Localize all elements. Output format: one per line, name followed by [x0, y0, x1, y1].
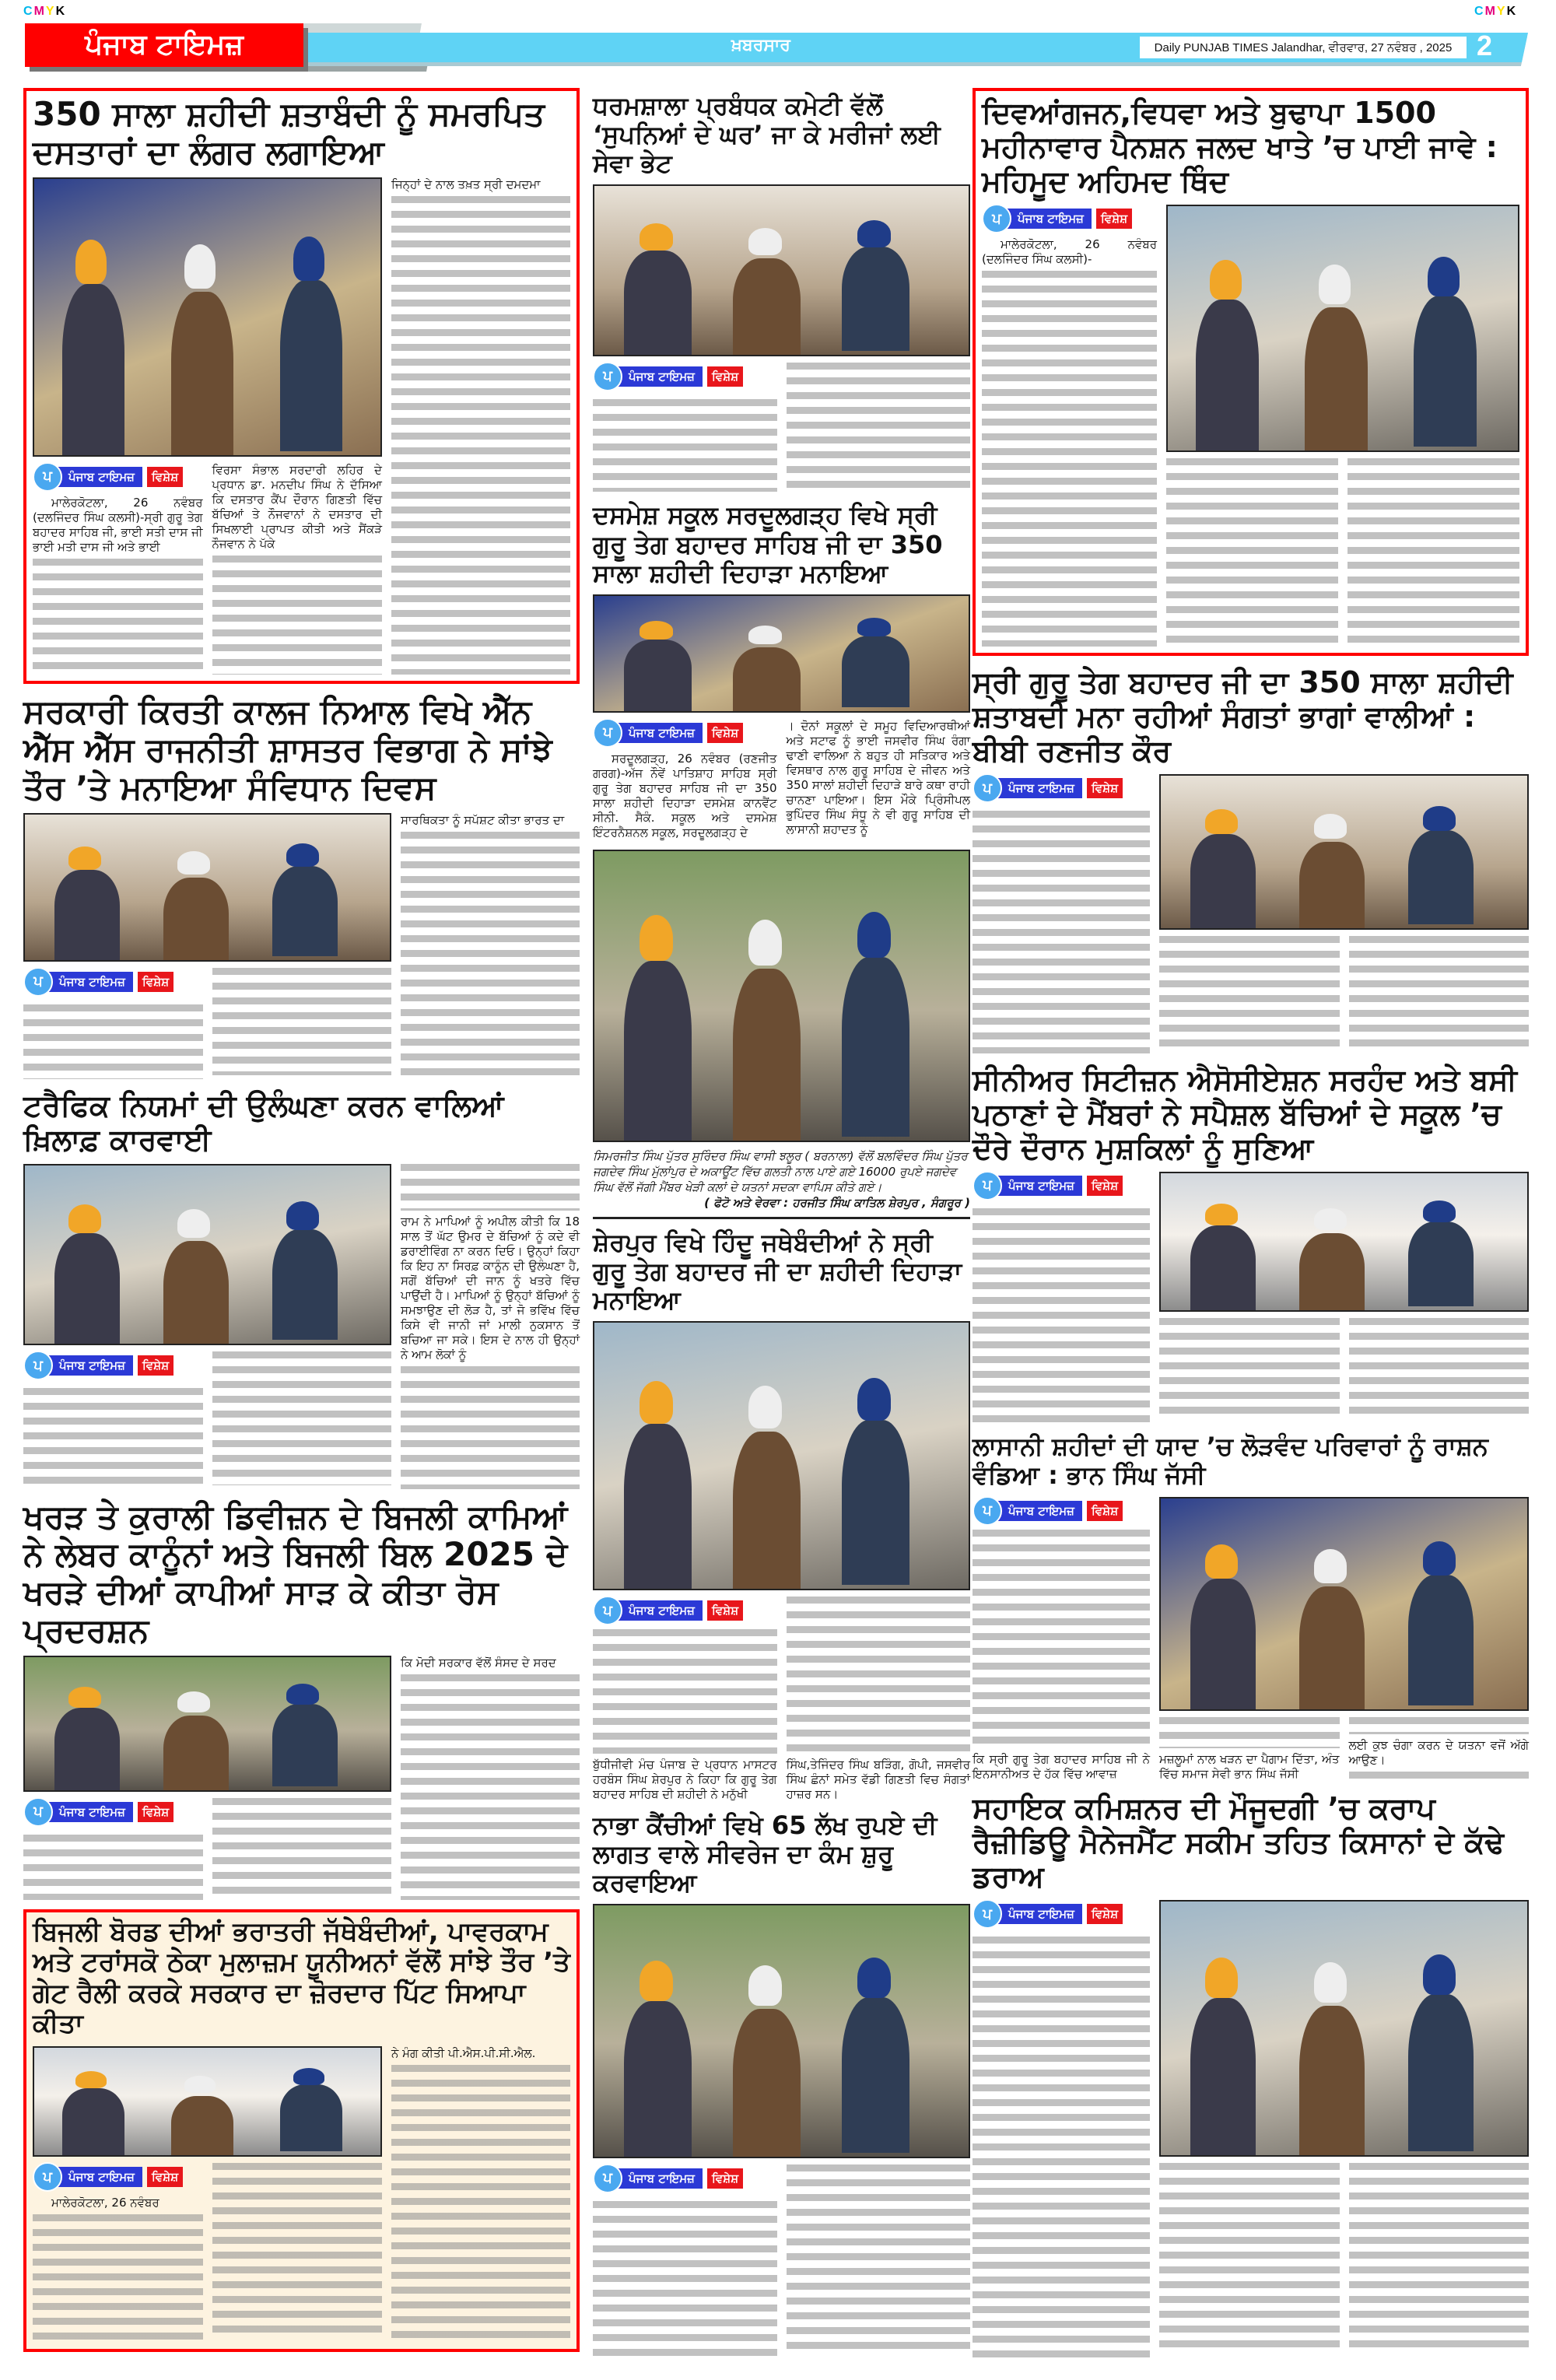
- story-text-column: ਸਾਰਥਿਕਤਾ ਨੂੰ ਸਪੱਸ਼ਟ ਕੀਤਾ ਭਾਰਤ ਦਾ: [401, 813, 580, 1079]
- news-photo: [1166, 205, 1519, 452]
- special-report-badge: ਪ ਪੰਜਾਬ ਟਾਇਮਜ਼ ਵਿਸ਼ੇਸ਼: [972, 1900, 1150, 1928]
- punjab-times-logo-icon: ਪ: [982, 204, 1011, 233]
- news-photo: [1159, 1900, 1529, 2156]
- headline: ਖਰੜ ਤੇ ਕੁਰਾਲੀ ਡਿਵੀਜ਼ਨ ਦੇ ਬਿਜਲੀ ਕਾਮਿਆਂ ਨੇ ਲੇਬਰ ਕਾਨੂੰਨਾਂ ਅਤੇ ਬਿਜਲੀ ਬਿਲ 2025 ਦੇ ਖਰੜੇ ਦੀਆਂ ਕਾਪੀਆਂ ਸਾੜ ਕੇ ਕੀਤਾ ਰੋਸ ਪ੍ਰਦਰਸ਼ਨ: [23, 1497, 568, 1649]
- newspaper-logo: ਪੰਜਾਬ ਟਾਇਮਜ਼: [25, 23, 303, 67]
- story-text-column: [787, 363, 971, 492]
- story-text-column: ਸਿੰਘ,ਤੇਜਿੰਦਰ ਸਿੰਘ ਬੜਿੰਗ, ਗੋਪੀ, ਜਸਵੀਰ ਸਿੰਘ ਛੰਨਾਂ ਸਮੇਤ ਵੱਡੀ ਗਿਣਤੀ ਵਿਚ ਸੰਗਤਾਂ ਹਾਜ਼ਰ ਸਨ।: [787, 1597, 971, 1801]
- punjab-times-logo-icon: ਪ: [23, 1797, 53, 1827]
- news-photo: [33, 2046, 382, 2157]
- special-report-badge: ਪ ਪੰਜਾਬ ਟਾਇਮਜ਼ ਵਿਸ਼ੇਸ਼: [972, 774, 1150, 802]
- story-text-column: [1349, 936, 1530, 1053]
- special-report-badge: ਪ ਪੰਜਾਬ ਟਾਇਮਜ਼ ਵਿਸ਼ੇਸ਼: [982, 205, 1157, 233]
- special-report-badge: ਪ ਪੰਜਾਬ ਟਾਇਮਜ਼ ਵਿਸ਼ੇਸ਼: [593, 719, 777, 747]
- news-story-dasmesh: [593, 501, 970, 839]
- news-story-ranjit-kaur: [972, 665, 1529, 1053]
- story-text-column: ਰਾਮ ਨੇ ਮਾਪਿਆਂ ਨੂੰ ਅਪੀਲ ਕੀਤੀ ਕਿ 18 ਸਾਲ ਤੋਂ ਘੱਟ ਉਮਰ ਦੇ ਬੱਚਿਆਂ ਨੂੰ ਕਦੇ ਵੀ ਡਰਾਈਵਿੰਗ ਨਾ ਕਰਨ ਦਿਓ। ਉਨ੍ਹਾਂ ਕਿਹਾ ਕਿ ਇਹ ਨਾ ਸਿਰਫ਼ ਕਾਨੂੰਨ ਦੀ ਉਲੰਘਣਾ ਹੈ, ਸਗੋਂ ਬੱਚਿਆਂ ਦੀ ਜਾਨ ਨੂੰ ਖਤਰੇ ਵਿੱਚ ਪਾਉਂਦੀ ਹੈ। ਮਾਪਿਆਂ ਨੂੰ ਉਨ੍ਹਾਂ ਬੱਚਿਆਂ ਨੂੰ ਸਮਝਾਉਣ ਦੀ ਲੋੜ ਹੈ, ਤਾਂ ਜੋ ਭਵਿੱਖ ਵਿੱਚ ਕਿਸੇ ਵੀ ਜਾਨੀ ਜਾਂ ਮਾਲੀ ਨੁਕਸਾਨ ਤੋਂ ਬਚਿਆ ਜਾ ਸਕੇ। ਇਸ ਦੇ ਨਾਲ ਹੀ ਉਨ੍ਹਾਂ ਨੇ ਆਮ ਲੋਕਾਂ ਨੂੰ: [401, 1164, 580, 1489]
- news-story-crop-residue: [972, 1791, 1529, 2357]
- news-photo: [593, 594, 970, 713]
- headline: ਸ੍ਰੀ ਗੁਰੂ ਤੇਗ ਬਹਾਦਰ ਜੀ ਦਾ 350 ਸਾਲਾ ਸ਼ਹੀਦੀ ਸ਼ਤਾਬਦੀ ਮਨਾ ਰਹੀਆਂ ਸੰਗਤਾਂ ਭਾਗਾਂ ਵਾਲੀਆਂ : ਬੀਬੀ ਰਣਜੀਤ ਕੌਰ: [972, 665, 1513, 769]
- punjab-times-logo-icon: ਪ: [593, 1596, 622, 1625]
- story-text-column: ਪ ਪੰਜਾਬ ਟਾਇਮਜ਼ ਵਿਸ਼ੇਸ਼ ਮਾਲੇਰਕੋਟਲਾ, 26 ਨਵੰਬਰ (ਦਲਜਿੰਦਰ ਸਿੰਘ ਕਲਸੀ)-ਸ੍ਰੀ ਗੁਰੂ ਤੇਗ ਬਹਾਦਰ ਸਾਹਿਬ ਜੀ, ਭਾਈ ਸਤੀ ਦਾਸ ਜੀ ਭਾਈ ਮਤੀ ਦਾਸ ਜੀ ਅਤੇ ਭਾਈ: [33, 463, 203, 675]
- news-photo: [23, 813, 391, 962]
- story-text-column: [1349, 1318, 1530, 1423]
- punjab-times-logo-icon: ਪ: [33, 462, 62, 492]
- story-text-column: [593, 363, 777, 492]
- punjab-times-logo-icon: ਪ: [33, 2162, 62, 2192]
- news-photo: [1159, 774, 1529, 930]
- page-column-right: [972, 88, 1529, 2357]
- page-number: 2: [1477, 30, 1493, 61]
- news-story-pension: [972, 88, 1529, 656]
- issue-dateline: Daily PUNJAB TIMES Jalandhar, ਵੀਰਵਾਰ, 27 ਨਵੰਬਰ , 2025: [1140, 37, 1467, 58]
- headline: ਸ਼ੇਰਪੁਰ ਵਿਖੇ ਹਿੰਦੂ ਜਥੇਬੰਦੀਆਂ ਨੇ ਸ੍ਰੀ ਗੁਰੂ ਤੇਗ ਬਹਾਦਰ ਜੀ ਦਾ ਸ਼ਹੀਦੀ ਦਿਹਾੜਾ ਮਨਾਇਆ: [593, 1227, 962, 1315]
- page-column-left: [23, 88, 580, 2352]
- special-report-badge: ਪ ਪੰਜਾਬ ਟਾਇਮਜ਼ ਵਿਸ਼ੇਸ਼: [33, 463, 203, 491]
- section-title: ਖ਼ਬਰਸਾਰ: [731, 36, 790, 55]
- news-story-bijli-board: [23, 1909, 580, 2352]
- punjab-times-logo-icon: ਪ: [593, 362, 622, 391]
- story-text-column: [1159, 936, 1340, 1053]
- headline: ਸਰਕਾਰੀ ਕਿਰਤੀ ਕਾਲਜ ਨਿਆਲ ਵਿਖੇ ਐੱਨ ਐੱਸ ਐੱਸ ਰਾਜਨੀਤੀ ਸ਼ਾਸਤਰ ਵਿਭਾਗ ਨੇ ਸਾਂਝੇ ਤੌਰ ’ਤੇ ਮਨਾਇਆ ਸੰਵਿਧਾਨ ਦਿਵਸ: [23, 692, 552, 807]
- photo-caption: ਸਿਮਰਜੀਤ ਸਿੰਘ ਪੁੱਤਰ ਸੁਰਿੰਦਰ ਸਿੰਘ ਵਾਸੀ ਝਲੂਰ ( ਬਰਨਾਲਾ) ਵੱਲੋਂ ਬਲਵਿੰਦਰ ਸਿੰਘ ਪੁੱਤਰ ਜਗਦੇਵ ਸਿੰਘ ਮੁੱਲਾਂਪੁਰ ਦੇ ਅਕਾਊਂਟ ਵਿੱਚ ਗਲਤੀ ਨਾਲ ਪਾਏ ਗਏ 16000 ਰੁਪਏ ਜਗਦੇਵ ਸਿੰਘ ਵੱਲੋਂ ਜੱਗੀ ਮੈਂਬਰ ਖੇੜੀ ਕਲਾਂ ਦੇ ਯਤਨਾਂ ਸਦਕਾ ਵਾਪਿਸ ਕੀਤੇ ਗਏ। ( ਫੋਟੋ ਅਤੇ ਵੇਰਵਾ : ਹਰਜੀਤ ਸਿੰਘ ਕਾਤਿਲ ਸ਼ੇਰਪੁਰ , ਸੰਗਰੂਰ ): [593, 1148, 970, 1210]
- news-photo: [593, 1904, 970, 2158]
- headline: ਨਾਭਾ ਕੈਂਚੀਆਂ ਵਿਖੇ 65 ਲੱਖ ਰੁਪਏ ਦੀ ਲਾਗਤ ਵਾਲੇ ਸੀਵਰੇਜ ਦਾ ਕੰਮ ਸ਼ੁਰੂ ਕਰਵਾਇਆ: [593, 1810, 937, 1898]
- headline: ਲਾਸਾਨੀ ਸ਼ਹੀਦਾਂ ਦੀ ਯਾਦ ’ਚ ਲੋੜਵੰਦ ਪਰਿਵਾਰਾਂ ਨੂੰ ਰਾਸ਼ਨ ਵੰਡਿਆ : ਭਾਨ ਸਿੰਘ ਜੱਸੀ: [972, 1432, 1488, 1491]
- punjab-times-logo-icon: ਪ: [972, 1496, 1002, 1526]
- punjab-times-logo-icon: ਪ: [23, 1351, 53, 1380]
- story-text-column: ਪ ਪੰਜਾਬ ਟਾਇਮਜ਼ ਵਿਸ਼ੇਸ਼ ਮਾਲੇਰਕੋਟਲਾ, 26 ਨਵੰਬਰ (ਦਲਜਿੰਦਰ ਸਿੰਘ ਕਲਸੀ)-: [982, 205, 1157, 647]
- special-report-badge: ਪ ਪੰਜਾਬ ਟਾਇਮਜ਼ ਵਿਸ਼ੇਸ਼: [23, 968, 203, 996]
- photo-credit: ( ਫੋਟੋ ਅਤੇ ਵੇਰਵਾ : ਹਰਜੀਤ ਸਿੰਘ ਕਾਤਿਲ ਸ਼ੇਰਪੁਰ , ਸੰਗਰੂਰ ): [704, 1195, 970, 1210]
- news-photo: [593, 850, 970, 1142]
- news-story-ration: [972, 1432, 1529, 1782]
- story-text-column: [212, 968, 392, 1080]
- news-story-senior-citizen: [972, 1063, 1529, 1424]
- special-report-badge: ਪ ਪੰਜਾਬ ਟਾਇਮਜ਼ ਵਿਸ਼ੇਸ਼: [593, 2164, 777, 2192]
- headline: 350 ਸਾਲਾ ਸ਼ਹੀਦੀ ਸ਼ਤਾਬੰਦੀ ਨੂੰ ਸਮਰਪਿਤ ਦਸਤਾਰਾਂ ਦਾ ਲੰਗਰ ਲਗਾਇਆ: [33, 95, 545, 171]
- page-column-middle: [593, 92, 970, 2357]
- story-text-column: ਪ ਪੰਜਾਬ ਟਾਇਮਜ਼ ਵਿਸ਼ੇਸ਼ ਮਾਲੇਰਕੋਟਲਾ, 26 ਨਵੰਬਰ: [33, 2163, 203, 2343]
- story-text-column: [593, 2164, 777, 2357]
- photo-feature: [593, 850, 970, 1219]
- news-story-sherpur: [593, 1229, 970, 1802]
- story-text-column: [972, 1900, 1150, 2357]
- story-text-column: [787, 2164, 971, 2357]
- story-text-column: [1159, 2163, 1340, 2357]
- story-text-column: [1347, 458, 1519, 647]
- news-photo: [1159, 1172, 1529, 1312]
- punjab-times-logo-icon: ਪ: [972, 1899, 1002, 1929]
- color-registration-mark: CMYK: [1474, 5, 1518, 18]
- punjab-times-logo-icon: ਪ: [23, 967, 53, 997]
- news-photo: [1159, 1497, 1529, 1711]
- headline: ਧਰਮਸ਼ਾਲਾ ਪ੍ਰਬੰਧਕ ਕਮੇਟੀ ਵੱਲੋਂ ‘ਸੁਪਨਿਆਂ ਦੇ ਘਰ’ ਜਾ ਕੇ ਮਰੀਜਾਂ ਲਈ ਸੇਵਾ ਭੇਟ: [593, 91, 941, 179]
- story-text-column: । ਦੋਨਾਂ ਸਕੂਲਾਂ ਦੇ ਸਮੂਹ ਵਿਦਿਆਰਥੀਆਂ ਅਤੇ ਸਟਾਫ ਨੂੰ ਭਾਈ ਜਸਵੀਰ ਸਿੰਘ ਰੰਗਾ ਢਾਣੀ ਵਾਲਿਆ ਨੇ ਬਹੁਤ ਹੀ ਸਤਿਕਾਰ ਅਤੇ ਵਿਸਥਾਰ ਨਾਲ ਗੁਰੂ ਸਾਹਿਬ ਦੇ ਜੀਵਨ ਅਤੇ 350 ਸਾਲਾਂ ਸ਼ਹੀਦੀ ਦਿਹਾੜੇ ਬਾਰੇ ਕਥਾ ਰਾਹੀ ਚਾਨਣਾ ਪਾਇਆ। ਇਸ ਮੌਕੇ ਪ੍ਰਿੰਸੀਪਲ ਭੁਪਿੰਦਰ ਸਿੰਘ ਸੰਧੂ ਨੇ ਵੀ ਗੁਰੂ ਸਾਹਿਬ ਦੀ ਲਾਸਾਨੀ ਸ਼ਹਾਦਤ ਨੂੰ: [786, 718, 970, 836]
- headline: ਸੀਨੀਅਰ ਸਿਟੀਜ਼ਨ ਐਸੋਸੀਏਸ਼ਨ ਸਰਹੰਦ ਅਤੇ ਬਸੀ ਪਠਾਣਾਂ ਦੇ ਮੈਂਬਰਾਂ ਨੇ ਸਪੈਸ਼ਲ ਬੱਚਿਆਂ ਦੇ ਸਕੂਲ ’ਚ ਦੌਰੇ ਦੌਰਾਨ ਮੁਸ਼ਕਿਲਾਂ ਨੂੰ ਸੁਣਿਆ: [972, 1062, 1517, 1165]
- news-photo: [593, 184, 970, 356]
- story-text-column: [1166, 458, 1338, 647]
- news-photo: [23, 1656, 391, 1791]
- special-report-badge: ਪ ਪੰਜਾਬ ਟਾਇਮਜ਼ ਵਿਸ਼ੇਸ਼: [23, 1351, 203, 1379]
- story-text-column: ਨੇ ਮੰਗ ਕੀਤੀ ਪੀ.ਐਸ.ਪੀ.ਸੀ.ਐਲ.: [391, 2046, 570, 2343]
- news-story-samvidhan: [23, 693, 580, 1079]
- special-report-badge: ਪ ਪੰਜਾਬ ਟਾਇਮਜ਼ ਵਿਸ਼ੇਸ਼: [972, 1172, 1150, 1200]
- news-story-dharamshala: [593, 92, 970, 492]
- story-text-column: [972, 1172, 1150, 1423]
- news-story-nabha: [593, 1811, 970, 2357]
- special-report-badge: ਪ ਪੰਜਾਬ ਟਾਇਮਜ਼ ਵਿਸ਼ੇਸ਼: [593, 1597, 777, 1625]
- headline: ਬਿਜਲੀ ਬੋਰਡ ਦੀਆਂ ਭਰਾਤਰੀ ਜੱਥੇਬੰਦੀਆਂ, ਪਾਵਰਕਾਮ ਅਤੇ ਟਰਾਂਸਕੋ ਠੇਕਾ ਮੁਲਾਜ਼ਮ ਯੂਨੀਅਨਾਂ ਵੱਲੋਂ ਸਾਂਝੇ ਤੌਰ ’ਤੇ ਗੇਟ ਰੈਲੀ ਕਰਕੇ ਸਰਕਾਰ ਦਾ ਜ਼ੋਰਦਾਰ ਪਿੱਟ ਸਿਆਪਾ ਕੀਤਾ: [33, 1916, 570, 2040]
- punjab-times-logo-icon: ਪ: [593, 718, 622, 748]
- story-text-column: [212, 2163, 383, 2343]
- story-text-column: [1159, 1318, 1340, 1423]
- special-report-badge: ਪ ਪੰਜਾਬ ਟਾਇਮਜ਼ ਵਿਸ਼ੇਸ਼: [972, 1497, 1150, 1525]
- news-story-traffic: [23, 1088, 580, 1488]
- divider: [593, 1217, 970, 1219]
- punjab-times-logo-icon: ਪ: [972, 773, 1002, 803]
- story-text-column: [1349, 2163, 1530, 2357]
- headline: ਸਹਾਇਕ ਕਮਿਸ਼ਨਰ ਦੀ ਮੌਜੂਦਗੀ ’ਚ ਕਰਾਪ ਰੈਜ਼ੀਡਿਊ ਮੈਨੇਜਮੈਂਟ ਸਕੀਮ ਤਹਿਤ ਕਿਸਾਨਾਂ ਦੇ ਕੱਢੇ ਡਰਾਅ: [972, 1791, 1505, 1895]
- special-report-badge: ਪ ਪੰਜਾਬ ਟਾਇਮਜ਼ ਵਿਸ਼ੇਸ਼: [33, 2163, 203, 2191]
- story-text-column: [23, 1351, 203, 1489]
- punjab-times-logo-icon: ਪ: [593, 2164, 622, 2193]
- special-report-badge: ਪ ਪੰਜਾਬ ਟਾਇਮਜ਼ ਵਿਸ਼ੇਸ਼: [593, 363, 777, 391]
- news-story-kharar: [23, 1498, 580, 1900]
- news-photo: [33, 177, 382, 456]
- story-text-column: ਪ ਪੰਜਾਬ ਟਾਇਮਜ਼ ਵਿਸ਼ੇਸ਼ ਬੁੱਧੀਜੀਵੀ ਮੰਚ ਪੰਜਾਬ ਦੇ ਪ੍ਰਧਾਨ ਮਾਸਟਰ ਹਰਬੰਸ ਸਿੰਘ ਸ਼ੇਰਪੁਰ ਨੇ ਕਿਹਾ ਕਿ ਗੁਰੂ ਤੇਗ ਬਹਾਦਰ ਸਾਹਿਬ ਦੀ ਸ਼ਹੀਦੀ ਨੇ ਮਨੁੱਖੀ: [593, 1597, 777, 1801]
- story-text-column: [23, 1798, 203, 1900]
- story-text-column: ਪ ਪੰਜਾਬ ਟਾਇਮਜ਼ ਵਿਸ਼ੇਸ਼ ਕਿ ਸ੍ਰੀ ਗੁਰੂ ਤੇਗ ਬਹਾਦਰ ਸਾਹਿਬ ਜੀ ਨੇ ਇਨਸਾਨੀਅਤ ਦੇ ਹੱਕ ਵਿੱਚ ਆਵਾਜ਼: [972, 1497, 1150, 1782]
- punjab-times-logo-icon: ਪ: [972, 1171, 1002, 1201]
- special-report-badge: ਪ ਪੰਜਾਬ ਟਾਇਮਜ਼ ਵਿਸ਼ੇਸ਼: [23, 1798, 203, 1826]
- story-text-column: ਵਿਰਸਾ ਸੰਭਾਲ ਸਰਦਾਰੀ ਲਹਿਰ ਦੇ ਪ੍ਰਧਾਨ ਡਾ. ਮਨਦੀਪ ਸਿੰਘ ਨੇ ਦੱਸਿਆ ਕਿ ਦਸਤਾਰ ਕੈਂਪ ਦੌਰਾਨ ਗਿਣਤੀ ਵਿੱਚ ਬੱਚਿਆਂ ਤੇ ਨੌਜਵਾਨਾਂ ਨੇ ਦਸਤਾਰ ਦੀ ਸਿਖਲਾਈ ਪ੍ਰਾਪਤ ਕੀਤੀ ਅਤੇ ਸੈਂਕੜੇ ਨੌਜਵਾਨ ਨੇ ਪੱਕੇ: [212, 463, 383, 675]
- story-text-column: [212, 1798, 392, 1900]
- headline: ਦਸਮੇਸ਼ ਸਕੂਲ ਸਰਦੂਲਗੜ੍ਹ ਵਿਖੇ ਸ੍ਰੀ ਗੁਰੂ ਤੇਗ ਬਹਾਦਰ ਸਾਹਿਬ ਜੀ ਦਾ 350 ਸਾਲਾ ਸ਼ਹੀਦੀ ਦਿਹਾੜਾ ਮਨਾਇਆ: [593, 500, 943, 588]
- story-text-column: ਪ ਪੰਜਾਬ ਟਾਇਮਜ਼ ਵਿਸ਼ੇਸ਼ ਸਰਦੂਲਗੜ੍ਹ, 26 ਨਵੰਬਰ (ਰਣਜੀਤ ਗਰਗ)-ਅੱਜ ਨੌਵੇਂ ਪਾਤਿਸ਼ਾਹ ਸਾਹਿਬ ਸ੍ਰੀ ਗੁਰੂ ਤੇਗ ਬਹਾਦਰ ਸਾਹਿਬ ਜੀ ਦਾ 350 ਸਾਲਾ ਸ਼ਹੀਦੀ ਦਿਹਾੜਾ ਦਸਮੇਸ਼ ਕਾਨਵੈਂਟ ਸੀਨੀ. ਸੈਕੰ. ਸਕੂਲ ਅਤੇ ਦਸਮੇਸ਼ ਇੰਟਰਨੈਸ਼ਨਲ ਸਕੂਲ, ਸਰਦੂਲਗੜ੍ਹ ਦੇ: [593, 719, 777, 840]
- news-photo: [23, 1164, 391, 1346]
- story-text-column: ਮਜ਼ਲੂਮਾਂ ਨਾਲ ਖੜਨ ਦਾ ਪੈਗਾਮ ਦਿੱਤਾ, ਅੰਤ ਵਿੱਚ ਸਮਾਜ ਸੇਵੀ ਭਾਨ ਸਿੰਘ ਜੱਸੀ: [1159, 1717, 1340, 1782]
- headline: ਦਿਵਆਂਗਜਨ,ਵਿਧਵਾ ਅਤੇ ਬੁਢਾਪਾ 1500 ਮਹੀਨਾਵਾਰ ਪੈਨਸ਼ਨ ਜਲਦ ਖਾਤੇ ’ਚ ਪਾਈ ਜਾਵੇ : ਮਹਿਮੂਦ ਅਹਿਮਦ ਥਿੰਦ: [982, 96, 1498, 199]
- headline: ਟਰੈਫਿਕ ਨਿਯਮਾਂ ਦੀ ਉਲੰਘਣਾ ਕਰਨ ਵਾਲਿਆਂ ਖ਼ਿਲਾਫ਼ ਕਾਰਵਾਈ: [23, 1088, 504, 1158]
- story-text-column: ਲਈ ਕੁਝ ਚੰਗਾ ਕਰਨ ਦੇ ਯਤਨਾ ਵਜੋਂ ਅੱਗੇ ਆਉਣ।: [1349, 1717, 1530, 1782]
- story-text-column: ਕਿ ਮੋਦੀ ਸਰਕਾਰ ਵੱਲੋਂ ਸੰਸਦ ਦੇ ਸਰਦ: [401, 1656, 580, 1899]
- story-text-column: [212, 1351, 392, 1489]
- news-story-dastar: [23, 88, 580, 684]
- story-text-column: [972, 774, 1150, 1053]
- story-text-column: ਜਿਨ੍ਹਾਂ ਦੇ ਨਾਲ ਤਖ਼ਤ ਸ੍ਰੀ ਦਮਦਮਾ: [391, 177, 570, 675]
- news-photo: [593, 1321, 970, 1590]
- story-text-column: [23, 968, 203, 1080]
- color-registration-mark: CMYK: [23, 5, 67, 18]
